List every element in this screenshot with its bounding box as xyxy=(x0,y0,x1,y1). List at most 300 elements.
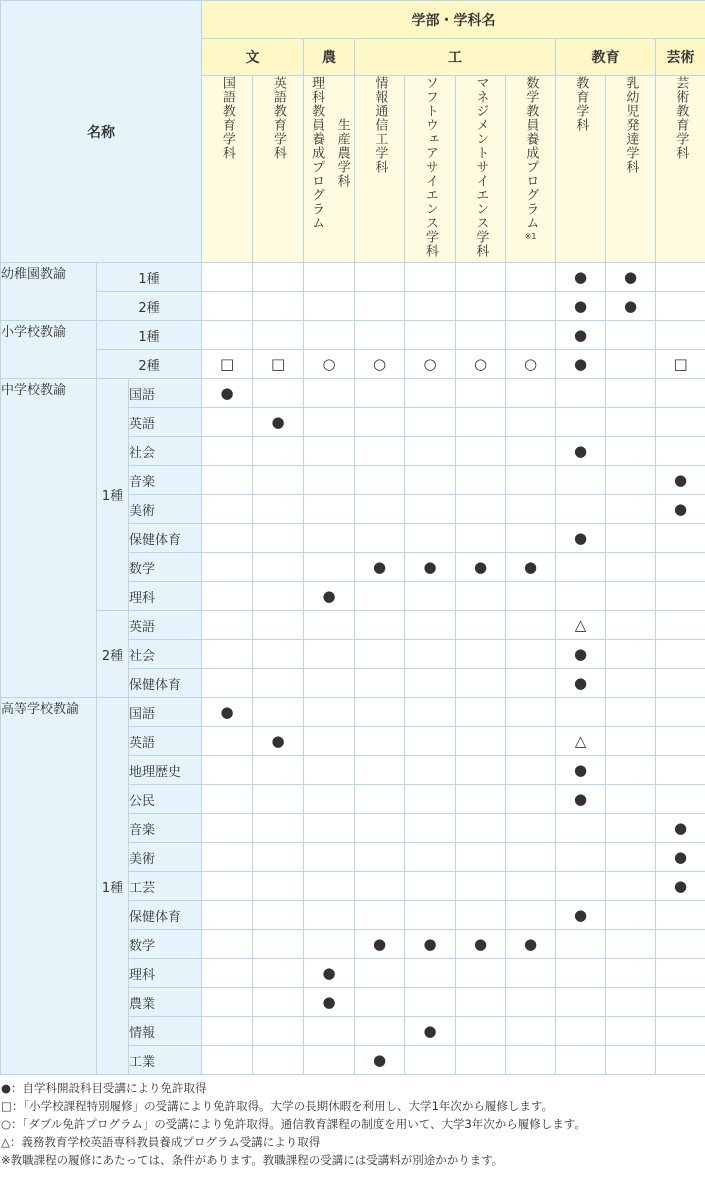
mark-cell xyxy=(202,1046,253,1075)
mark-cell xyxy=(456,843,506,872)
mark-cell: ● xyxy=(656,495,705,524)
mark-cell xyxy=(253,901,304,930)
mark-cell xyxy=(506,524,556,553)
faculty-header-education: 教育 xyxy=(556,39,656,76)
mark-cell xyxy=(253,959,304,988)
mark-cell xyxy=(304,1017,355,1046)
mark-cell xyxy=(355,669,405,698)
mark-cell xyxy=(253,553,304,582)
department-label: 理科教員養成プログラム xyxy=(309,76,325,230)
mark-cell xyxy=(606,553,656,582)
mark-cell xyxy=(253,1017,304,1046)
mark-cell xyxy=(253,930,304,959)
mark-cell xyxy=(202,727,253,756)
mark-cell xyxy=(304,1046,355,1075)
mark-cell xyxy=(506,611,556,640)
mark-cell xyxy=(606,524,656,553)
table-row xyxy=(1,263,705,292)
mark-cell xyxy=(606,495,656,524)
mark-cell xyxy=(456,524,506,553)
legend-item-circle-open: ○：「ダブル免許プログラム」の受講により免許取得。通信教育課程の制度を用いて、大学3年次から履修します。 xyxy=(1,1117,586,1131)
mark-cell xyxy=(656,437,705,466)
mark-cell xyxy=(405,437,456,466)
subject-name: 地理歴史 xyxy=(129,756,202,785)
legend-item-circle-filled: ●：自学科開設科目受講により免許取得 xyxy=(1,1081,207,1095)
mark-cell xyxy=(355,495,405,524)
mark-cell xyxy=(606,611,656,640)
mark-cell xyxy=(202,292,253,321)
mark-cell xyxy=(253,640,304,669)
category-elementary: 小学校教諭 xyxy=(1,321,97,379)
mark-cell xyxy=(405,785,456,814)
mark-cell xyxy=(656,930,705,959)
mark-cell xyxy=(253,843,304,872)
department-header-0 xyxy=(202,76,253,263)
subject-name: 工芸 xyxy=(129,872,202,901)
mark-cell xyxy=(606,727,656,756)
mark-cell: ● xyxy=(606,263,656,292)
mark-cell xyxy=(656,611,705,640)
mark-cell xyxy=(304,321,355,350)
mark-cell xyxy=(202,959,253,988)
mark-cell xyxy=(405,814,456,843)
mark-cell xyxy=(456,756,506,785)
mark-cell xyxy=(506,814,556,843)
subject-name: 理科 xyxy=(129,582,202,611)
mark-cell xyxy=(355,408,405,437)
mark-cell xyxy=(304,669,355,698)
mark-cell: □ xyxy=(656,350,705,379)
mark-cell xyxy=(405,901,456,930)
subject-name: 保健体育 xyxy=(129,901,202,930)
department-header-5 xyxy=(456,76,506,263)
mark-cell xyxy=(606,437,656,466)
mark-cell xyxy=(656,640,705,669)
name-column-header: 名称 xyxy=(1,1,202,263)
mark-cell: ● xyxy=(405,553,456,582)
mark-cell xyxy=(355,727,405,756)
mark-cell: □ xyxy=(202,350,253,379)
mark-cell xyxy=(355,437,405,466)
mark-cell xyxy=(506,698,556,727)
mark-cell: △ xyxy=(556,727,606,756)
mark-cell xyxy=(456,1017,506,1046)
mark-cell xyxy=(405,669,456,698)
mark-cell xyxy=(556,843,606,872)
mark-cell xyxy=(405,640,456,669)
mark-cell: ○ xyxy=(456,350,506,379)
mark-cell xyxy=(606,930,656,959)
mark-cell xyxy=(506,292,556,321)
mark-cell xyxy=(405,611,456,640)
mark-cell xyxy=(405,524,456,553)
legend xyxy=(0,1075,705,1169)
mark-cell xyxy=(405,321,456,350)
mark-cell xyxy=(304,553,355,582)
mark-cell xyxy=(456,901,506,930)
mark-cell: ● xyxy=(506,553,556,582)
department-label: 国語教育学科 xyxy=(219,76,235,160)
mark-cell xyxy=(202,901,253,930)
mark-cell xyxy=(405,1046,456,1075)
mark-cell: ● xyxy=(405,1017,456,1046)
mark-cell: ● xyxy=(656,843,705,872)
mark-cell xyxy=(606,1017,656,1046)
mark-cell xyxy=(355,756,405,785)
mark-cell xyxy=(556,698,606,727)
department-note: ※1 xyxy=(524,232,537,241)
mark-cell xyxy=(202,872,253,901)
mark-cell: ● xyxy=(202,698,253,727)
mark-cell xyxy=(606,872,656,901)
mark-cell xyxy=(506,466,556,495)
mark-cell xyxy=(304,263,355,292)
subject-name: 情報 xyxy=(129,1017,202,1046)
mark-cell xyxy=(253,698,304,727)
mark-cell xyxy=(456,640,506,669)
mark-cell xyxy=(556,1017,606,1046)
mark-cell xyxy=(606,582,656,611)
department-header-2 xyxy=(304,76,355,263)
category-junior_high: 中学校教諭 xyxy=(1,379,97,698)
subject-name: 国語 xyxy=(129,698,202,727)
subject-name: 英語 xyxy=(129,611,202,640)
mark-cell xyxy=(253,292,304,321)
mark-cell xyxy=(253,524,304,553)
faculty-header-engineering: 工 xyxy=(355,39,556,76)
department-header-7 xyxy=(556,76,606,263)
mark-cell xyxy=(253,582,304,611)
subject-name: 保健体育 xyxy=(129,669,202,698)
mark-cell xyxy=(304,727,355,756)
mark-cell xyxy=(304,785,355,814)
mark-cell: ○ xyxy=(405,350,456,379)
mark-cell xyxy=(405,843,456,872)
mark-cell xyxy=(202,524,253,553)
mark-cell xyxy=(355,959,405,988)
mark-cell xyxy=(506,756,556,785)
subject-name: 美術 xyxy=(129,495,202,524)
department-label: 乳幼児発達学科 xyxy=(623,76,639,174)
mark-cell: □ xyxy=(253,350,304,379)
mark-cell xyxy=(355,524,405,553)
mark-cell xyxy=(355,698,405,727)
mark-cell xyxy=(656,785,705,814)
subject-name: 公民 xyxy=(129,785,202,814)
mark-cell xyxy=(656,669,705,698)
mark-cell xyxy=(304,466,355,495)
mark-cell xyxy=(202,785,253,814)
subject-name: 社会 xyxy=(129,640,202,669)
department-header-4 xyxy=(405,76,456,263)
mark-cell xyxy=(656,698,705,727)
mark-cell xyxy=(506,437,556,466)
department-header-1 xyxy=(253,76,304,263)
department-label: 情報通信工学科 xyxy=(372,76,388,174)
subject-name: 国語 xyxy=(129,379,202,408)
mark-cell xyxy=(506,901,556,930)
mark-cell xyxy=(355,814,405,843)
mark-cell xyxy=(606,785,656,814)
mark-cell: ● xyxy=(253,408,304,437)
mark-cell xyxy=(253,669,304,698)
mark-cell xyxy=(456,669,506,698)
mark-cell: ● xyxy=(556,350,606,379)
mark-cell: ● xyxy=(656,814,705,843)
legend-item-note: ※教職課程の履修にあたっては、条件があります。教職課程の受講には受講料が別途かかります。 xyxy=(1,1153,504,1167)
license-level: 1種 xyxy=(97,698,129,1075)
mark-cell xyxy=(456,495,506,524)
mark-cell xyxy=(506,785,556,814)
mark-cell xyxy=(456,785,506,814)
mark-cell: ● xyxy=(506,930,556,959)
mark-cell xyxy=(456,698,506,727)
mark-cell xyxy=(656,727,705,756)
table-row xyxy=(1,350,705,379)
mark-cell xyxy=(405,756,456,785)
mark-cell: ● xyxy=(556,640,606,669)
mark-cell xyxy=(456,437,506,466)
mark-cell xyxy=(656,1017,705,1046)
mark-cell xyxy=(355,321,405,350)
mark-cell xyxy=(253,872,304,901)
mark-cell xyxy=(606,843,656,872)
mark-cell xyxy=(405,292,456,321)
mark-cell xyxy=(506,1017,556,1046)
mark-cell xyxy=(304,814,355,843)
mark-cell xyxy=(304,611,355,640)
mark-cell xyxy=(355,843,405,872)
mark-cell xyxy=(506,263,556,292)
table-row xyxy=(1,321,705,350)
mark-cell xyxy=(506,872,556,901)
mark-cell xyxy=(202,756,253,785)
mark-cell xyxy=(405,582,456,611)
mark-cell xyxy=(253,756,304,785)
mark-cell xyxy=(556,495,606,524)
mark-cell xyxy=(304,872,355,901)
subject-name: 音楽 xyxy=(129,466,202,495)
mark-cell xyxy=(202,669,253,698)
mark-cell xyxy=(304,495,355,524)
license-level: 2種 xyxy=(97,292,202,321)
mark-cell xyxy=(456,727,506,756)
mark-cell xyxy=(506,988,556,1017)
category-kindergarten: 幼稚園教諭 xyxy=(1,263,97,321)
mark-cell xyxy=(304,756,355,785)
department-label: 教育学科 xyxy=(573,76,589,132)
license-level: 2種 xyxy=(97,350,202,379)
mark-cell xyxy=(202,582,253,611)
mark-cell xyxy=(355,785,405,814)
mark-cell xyxy=(556,466,606,495)
mark-cell xyxy=(656,263,705,292)
mark-cell: ● xyxy=(556,321,606,350)
mark-cell xyxy=(304,524,355,553)
mark-cell xyxy=(456,408,506,437)
mark-cell xyxy=(405,495,456,524)
mark-cell xyxy=(355,466,405,495)
mark-cell: ● xyxy=(556,785,606,814)
mark-cell xyxy=(405,263,456,292)
mark-cell xyxy=(556,930,606,959)
mark-cell: ● xyxy=(304,988,355,1017)
mark-cell xyxy=(656,408,705,437)
mark-cell xyxy=(456,466,506,495)
mark-cell xyxy=(304,408,355,437)
mark-cell xyxy=(253,611,304,640)
table-row xyxy=(1,379,705,408)
mark-cell xyxy=(405,727,456,756)
mark-cell xyxy=(355,1017,405,1046)
mark-cell xyxy=(456,263,506,292)
mark-cell xyxy=(656,582,705,611)
mark-cell xyxy=(253,437,304,466)
mark-cell: ● xyxy=(556,263,606,292)
mark-cell xyxy=(506,727,556,756)
mark-cell xyxy=(556,379,606,408)
mark-cell xyxy=(606,669,656,698)
mark-cell xyxy=(456,1046,506,1075)
mark-cell xyxy=(456,379,506,408)
license-level: 1種 xyxy=(97,379,129,611)
mark-cell xyxy=(355,988,405,1017)
mark-cell xyxy=(556,988,606,1017)
mark-cell xyxy=(656,959,705,988)
mark-cell xyxy=(202,263,253,292)
mark-cell xyxy=(606,959,656,988)
mark-cell xyxy=(304,640,355,669)
table-row xyxy=(1,611,705,640)
mark-cell xyxy=(506,582,556,611)
mark-cell xyxy=(506,640,556,669)
mark-cell xyxy=(456,988,506,1017)
mark-cell xyxy=(456,814,506,843)
mark-cell xyxy=(656,379,705,408)
mark-cell xyxy=(606,350,656,379)
mark-cell: ● xyxy=(556,756,606,785)
mark-cell xyxy=(506,379,556,408)
mark-cell xyxy=(304,901,355,930)
mark-cell: ○ xyxy=(355,350,405,379)
license-table-body xyxy=(1,263,705,1075)
mark-cell xyxy=(202,408,253,437)
mark-cell xyxy=(656,553,705,582)
mark-cell: ● xyxy=(656,466,705,495)
subject-name: 保健体育 xyxy=(129,524,202,553)
mark-cell xyxy=(606,466,656,495)
department-label: 数学教員養成プログラム xyxy=(523,76,539,230)
subject-name: 英語 xyxy=(129,408,202,437)
mark-cell xyxy=(355,640,405,669)
mark-cell xyxy=(656,524,705,553)
mark-cell: ● xyxy=(556,524,606,553)
mark-cell xyxy=(202,495,253,524)
subject-name: 社会 xyxy=(129,437,202,466)
mark-cell xyxy=(405,698,456,727)
mark-cell xyxy=(202,1017,253,1046)
mark-cell: ● xyxy=(355,930,405,959)
mark-cell xyxy=(656,1046,705,1075)
department-header-8 xyxy=(606,76,656,263)
mark-cell xyxy=(202,466,253,495)
faculty-header-agriculture: 農 xyxy=(304,39,355,76)
mark-cell xyxy=(456,611,506,640)
mark-cell: ● xyxy=(355,553,405,582)
department-label: 芸術教育学科 xyxy=(673,76,689,160)
mark-cell: ● xyxy=(556,669,606,698)
mark-cell xyxy=(606,640,656,669)
subject-name: 美術 xyxy=(129,843,202,872)
department-label: ソフトウェアサイエンス学科 xyxy=(422,76,438,258)
table-row xyxy=(1,292,705,321)
mark-cell: ● xyxy=(202,379,253,408)
department-header-6 xyxy=(506,76,556,263)
mark-cell xyxy=(202,814,253,843)
mark-cell xyxy=(202,611,253,640)
mark-cell: ○ xyxy=(304,350,355,379)
mark-cell xyxy=(253,379,304,408)
mark-cell: ● xyxy=(456,553,506,582)
department-label: マネジメントサイエンス学科 xyxy=(473,76,489,258)
mark-cell xyxy=(355,263,405,292)
subject-name: 数学 xyxy=(129,553,202,582)
mark-cell: ● xyxy=(355,1046,405,1075)
mark-cell xyxy=(304,930,355,959)
mark-cell xyxy=(456,872,506,901)
mark-cell xyxy=(355,901,405,930)
mark-cell xyxy=(304,379,355,408)
mark-cell xyxy=(556,959,606,988)
department-header-9 xyxy=(656,76,705,263)
mark-cell xyxy=(556,872,606,901)
department-header-3 xyxy=(355,76,405,263)
mark-cell xyxy=(405,872,456,901)
mark-cell xyxy=(253,814,304,843)
department-label: 英語教育学科 xyxy=(270,76,286,160)
mark-cell xyxy=(606,756,656,785)
mark-cell: ● xyxy=(405,930,456,959)
mark-cell: ● xyxy=(556,901,606,930)
mark-cell xyxy=(456,959,506,988)
mark-cell xyxy=(304,292,355,321)
mark-cell xyxy=(355,379,405,408)
mark-cell xyxy=(556,408,606,437)
faculty-header-letters: 文 xyxy=(202,39,304,76)
mark-cell: ● xyxy=(556,292,606,321)
mark-cell: ● xyxy=(556,437,606,466)
mark-cell xyxy=(202,843,253,872)
mark-cell xyxy=(506,1046,556,1075)
mark-cell xyxy=(253,321,304,350)
subject-name: 工業 xyxy=(129,1046,202,1075)
department-label: 生産農学科 xyxy=(334,118,350,188)
subject-name: 英語 xyxy=(129,727,202,756)
mark-cell xyxy=(606,901,656,930)
mark-cell xyxy=(656,901,705,930)
mark-cell: ● xyxy=(456,930,506,959)
mark-cell: ● xyxy=(606,292,656,321)
mark-cell xyxy=(606,1046,656,1075)
table-row xyxy=(1,698,705,727)
mark-cell xyxy=(202,553,253,582)
mark-cell xyxy=(556,814,606,843)
mark-cell xyxy=(506,321,556,350)
mark-cell: ● xyxy=(304,959,355,988)
mark-cell xyxy=(606,408,656,437)
mark-cell xyxy=(506,408,556,437)
mark-cell: ● xyxy=(304,582,355,611)
